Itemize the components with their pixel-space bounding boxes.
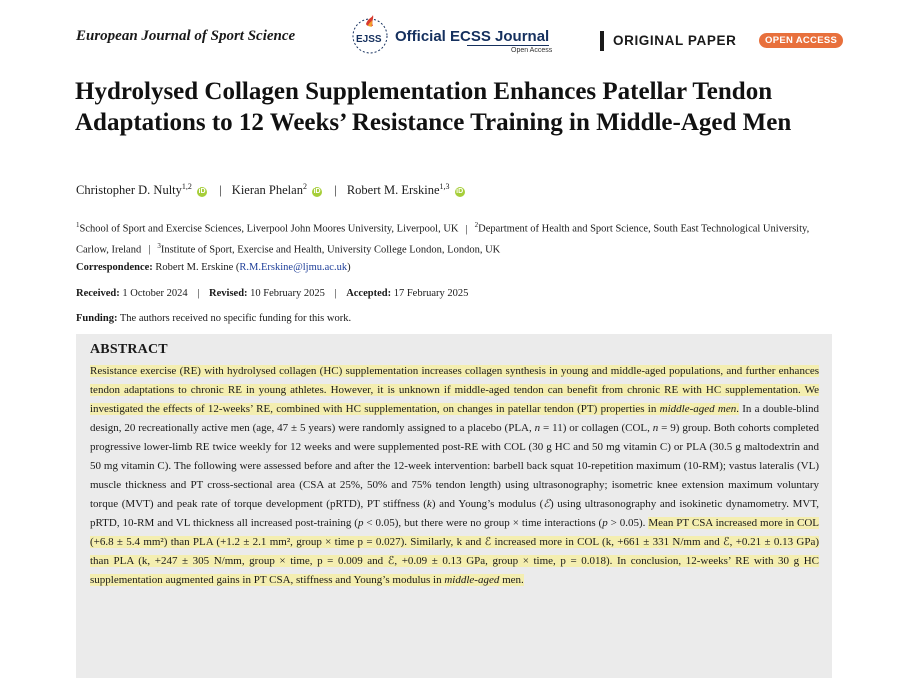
author-name[interactable]: Robert M. Erskine xyxy=(346,183,440,198)
abstract-sentence: > 0.05). xyxy=(607,517,649,529)
journal-header xyxy=(0,0,900,70)
abstract-var: ℰ xyxy=(543,498,550,510)
date-separator: | xyxy=(197,288,200,299)
ecss-logo-text: EJSS xyxy=(356,34,382,45)
correspondence-label: Correspondence: xyxy=(76,262,153,273)
author-affil-ref[interactable]: 1,2 xyxy=(181,182,192,191)
abstract-emphasis: middle-aged men xyxy=(659,403,737,415)
affiliation-text: Department of Health and Sport Science, South East Technological University, Carlow, Ireland xyxy=(76,223,810,255)
abstract-punct: men. xyxy=(499,574,524,586)
journal-name[interactable]: European Journal of Sport Science xyxy=(76,28,296,44)
abstract-heading: ABSTRACT xyxy=(90,342,168,357)
abstract-sentence: In a double-blind design, 20 recreationally active men (age, 47 ± 5 years) were randomly assigned to a placebo (PLA, xyxy=(90,403,820,434)
abstract-text[interactable] xyxy=(90,362,819,590)
abstract-highlight: Mean PT CSA increased more in COL (+6.8 ± 5.4 mm²) than PLA (+1.2 ± 2.1 mm², group × time p = 0.027). Similarly, k and ℰ increased more in COL (k, +661 ± 331 N/mm and ℰ, +0.21 ± 0.13 GPa) than PLA (k, +247 ± 305 N/mm, group × time, p = 0.009 and ℰ, +0.09 ± 0.13 GPa, group × time, p = 0.018). xyxy=(90,517,819,567)
orcid-icon[interactable]: iD xyxy=(313,188,321,196)
affil-num: 3 xyxy=(157,241,161,250)
date-separator: | xyxy=(334,288,337,299)
abstract-punct: . xyxy=(736,403,739,415)
author-separator: | xyxy=(334,183,337,198)
affiliation-text: Institute of Sport, Exercise and Health, University College London, London, UK xyxy=(160,244,501,255)
received-label: Received: xyxy=(76,288,120,299)
open-access-badge[interactable]: OPEN ACCESS xyxy=(759,33,843,48)
funding-label: Funding: xyxy=(76,313,118,324)
article-dates xyxy=(76,288,468,299)
correspondence-name: Robert M. Erskine xyxy=(155,262,234,273)
affil-num: 2 xyxy=(474,221,479,229)
author-separator: | xyxy=(219,183,222,198)
ecss-brand-label: Official ECSS Journal xyxy=(395,28,550,45)
abstract-var: k xyxy=(426,498,432,510)
affiliations xyxy=(76,217,836,258)
abstract-highlight xyxy=(90,365,819,415)
abstract-sentence: ) and Young’s modulus ( xyxy=(431,498,544,510)
abstract-sentence: < 0.05), but there were no group × time interactions ( xyxy=(363,517,603,529)
abstract-sentence: = 9) group. Both cohorts completed progressive lower-limb RE twice weekly for 12 weeks and were supplemented post-RE with COL (30 g HC and 50 mg vitamin C) or PLA (30.5 g maltodextrin and 50 mg vitamin C). The following were assessed before and after the 12-week intervention: barbell back squat 10-repetition maximum (10-RM); vastus lateralis (VL) muscle thickness and PT cross-sectional area (CSA at 25%, 50% and 75% tendon length) using ultrasonography; isometric knee extension maximum voluntary torque (MVT) and peak rate of torque development (pRTD), PT stiffness ( xyxy=(90,422,820,510)
ecss-badge[interactable] xyxy=(347,14,557,58)
ecss-logo-icon xyxy=(347,14,397,58)
accepted-label: Accepted: xyxy=(346,288,392,299)
accepted-date: 17 February 2025 xyxy=(393,288,469,299)
abstract-sentence: = 11) or collagen (COL, xyxy=(540,422,653,434)
article-type: ORIGINAL PAPER xyxy=(613,33,737,48)
abstract-var: n xyxy=(534,422,541,434)
orcid-icon[interactable]: iD xyxy=(198,188,206,196)
abstract-emphasis: middle-aged xyxy=(444,574,500,586)
paper-title: Hydrolysed Collagen Supplementation Enhances Patellar Tendon Adaptations to 12 Weeks’ Resistance Training in Middle-Aged Men xyxy=(75,78,792,136)
affil-num: 1 xyxy=(76,221,80,229)
author-list xyxy=(76,182,467,198)
revised-label: Revised: xyxy=(209,288,248,299)
ecss-sub-label: Open Access xyxy=(511,47,553,54)
author-affil-ref[interactable]: 2 xyxy=(302,182,307,191)
revised-date: 10 February 2025 xyxy=(250,288,325,299)
funding xyxy=(76,313,351,324)
ecss-divider xyxy=(467,45,549,46)
funding-text: The authors received no specific funding for this work. xyxy=(119,313,352,324)
article-type-marker xyxy=(600,31,604,51)
correspondence-email-link[interactable]: R.M.Erskine@ljmu.ac.uk xyxy=(239,262,348,273)
abstract-var: n xyxy=(652,422,659,434)
orcid-icon[interactable]: iD xyxy=(456,188,464,196)
received-date: 1 October 2024 xyxy=(122,288,188,299)
author-name[interactable]: Kieran Phelan xyxy=(231,183,303,198)
correspondence: Correspondence: Robert M. Erskine (R.M.Erskine@ljmu.ac.uk) xyxy=(76,262,351,273)
abstract-var: p xyxy=(357,517,364,529)
author-name[interactable]: Christopher D. Nulty xyxy=(76,183,182,198)
abstract-box xyxy=(76,334,832,678)
affiliation-text: School of Sport and Exercise Sciences, Liverpool John Moores University, Liverpool, UK xyxy=(79,223,459,235)
author-affil-ref[interactable]: 1,3 xyxy=(439,182,450,191)
abstract-sentence: Resistance exercise (RE) with hydrolysed collagen (HC) supplementation increases collagen synthesis in young and middle-aged populations, and further enhances tendon adaptations to chronic RE in young athletes. However, it is unknown if middle-aged tendon can benefit from chronic RE with HC supplementation. We investigated the effects of 12-weeks’ RE, combined with HC supplementation, on changes in patellar tendon (PT) properties in xyxy=(90,365,819,415)
affil-separator: | xyxy=(148,244,151,255)
abstract-var: p xyxy=(602,517,608,529)
abstract-sentence: ) using ultrasonography and isokinetic dynamometry. MVT, pRTD, 10-RM and VL thickness all increased post-training ( xyxy=(90,498,820,529)
abstract-sentence: In conclusion, 12-weeks’ RE with 30 g HC supplementation augmented gains in PT CSA, stiffness and Young’s modulus in xyxy=(90,555,819,586)
affil-separator: | xyxy=(465,223,468,235)
